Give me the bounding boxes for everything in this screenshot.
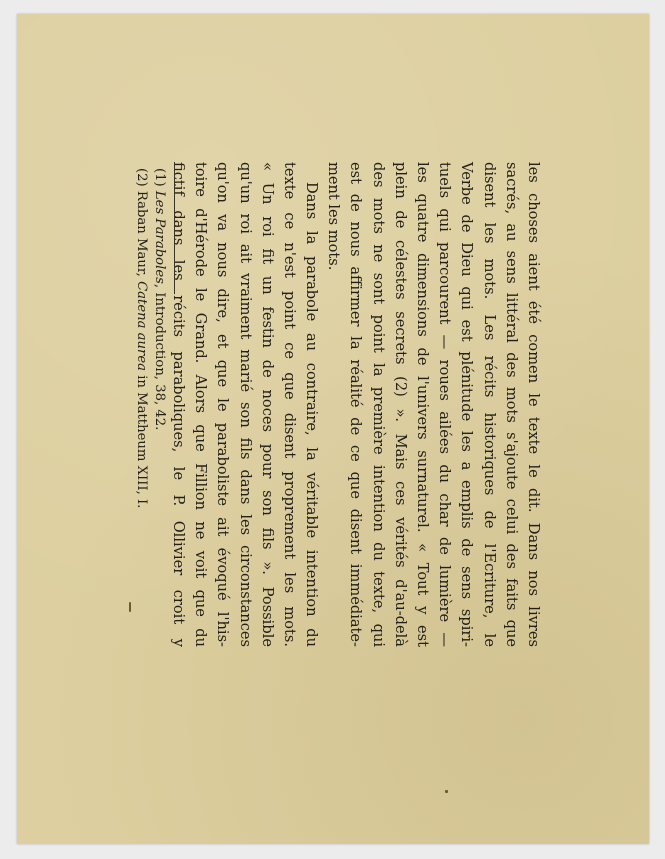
text-line: est de nous affirmer la réalité de ce que disent immédiate-: [347, 162, 365, 647]
text-line: disent les mots. Les récits historiques de l'Ecriture, le: [480, 162, 498, 647]
text-line: qu'un roi ait vraiment marié son fils dans les circonstances: [236, 162, 254, 647]
text-line: toire d'Hérode le Grand. Alors que Fillion ne voit que du: [192, 162, 210, 647]
footnote-author: Raban Maur,: [134, 190, 149, 282]
main-text: [167, 162, 544, 647]
footnote-number: (2): [134, 168, 149, 187]
footnote-title: Catena aurea: [134, 281, 149, 372]
text-line: plein de célestes secrets (2) ». Mais ces vérités d'au-delà: [391, 162, 409, 647]
footnote-rule: [174, 162, 175, 294]
text-line: fictif dans les récits paraboliques, le P. Ollivier croit y: [170, 162, 187, 647]
rotated-text-block: [134, 162, 544, 647]
text-line: sacrés, au sens littéral des mots s'ajoute celui des faits que: [502, 162, 520, 647]
footnote-text: in Mattheum XIII, I.: [134, 371, 149, 509]
text-line: ment les mots.: [325, 162, 343, 271]
text-line: tuels qui parcourent — roues ailées du char de lumière —: [436, 162, 454, 647]
ink-speck: [129, 602, 131, 612]
footnote-1: [150, 162, 168, 653]
text-line: texte ce n'est point ce que disent proprement les mots.: [280, 162, 298, 647]
text-line: Dans la parabole au contraire, la véritable intention du: [303, 182, 321, 647]
footnote-text: , Introduction, 38, 42.: [152, 283, 167, 431]
text-line: des mots ne sont point la première intention du texte, qui: [369, 162, 387, 647]
footnote-2: [132, 162, 150, 653]
text-line: les choses aient été comen le texte le dit. Dans nos livres: [525, 162, 542, 647]
footnote-number: (1): [152, 168, 167, 187]
ink-speck: [445, 790, 448, 793]
text-line: Verbe de Dieu qui est plénitude les a emplis de sens spiri-: [458, 162, 476, 647]
text-line: qu'on va nous dire, et que le paraboliste ait évoqué l'his-: [214, 162, 232, 647]
text-line: les quatre dimensions de l'univers surnaturel. « Tout y est: [414, 162, 432, 647]
footnote-title: Les Paraboles: [152, 190, 167, 284]
text-line: « Un roi fit un festin de noces pour son fils ». Possible: [258, 162, 276, 647]
